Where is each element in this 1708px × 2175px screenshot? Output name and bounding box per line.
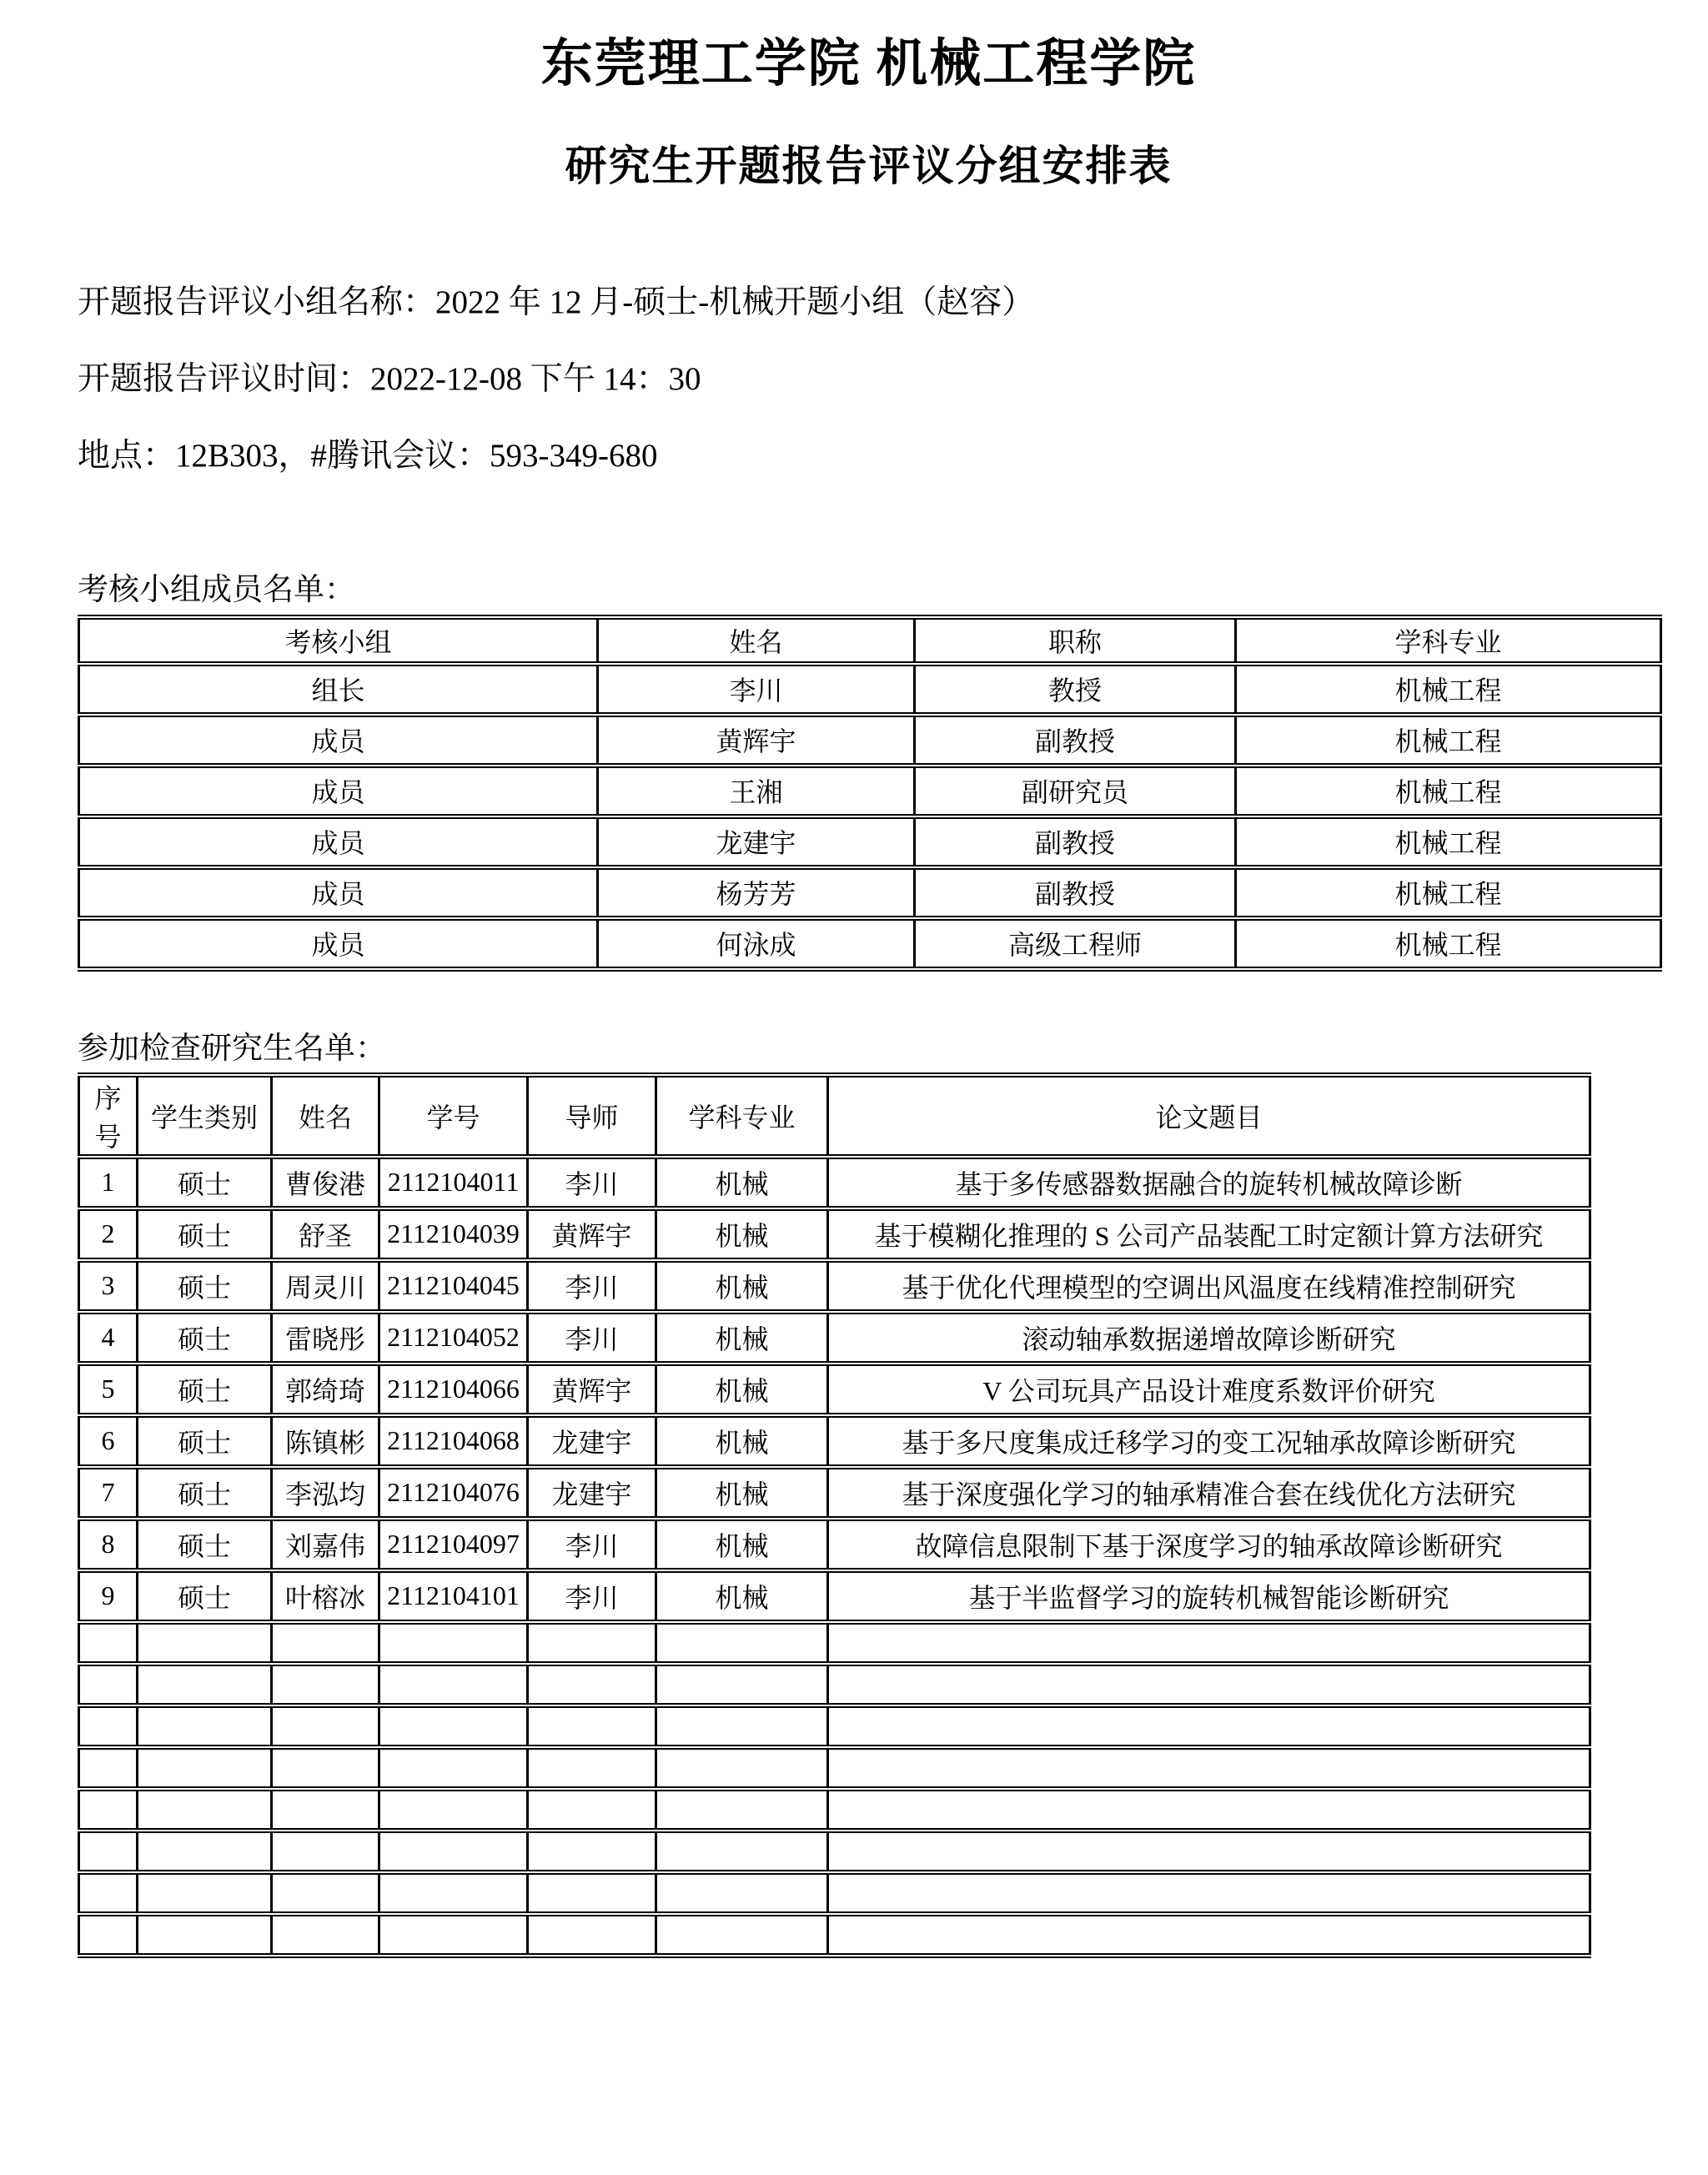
cell: 机械 [656, 1570, 828, 1622]
cell: 黄辉宇 [598, 715, 915, 766]
empty-table-row [79, 1622, 1590, 1664]
column-header: 学科专业 [1236, 617, 1661, 664]
empty-cell [528, 1789, 656, 1831]
empty-cell [528, 1664, 656, 1705]
table-row [79, 1519, 1590, 1570]
empty-cell [828, 1789, 1590, 1831]
empty-cell [379, 1914, 528, 1956]
cell: 郭绮琦 [272, 1364, 379, 1415]
table-row [79, 816, 1661, 867]
empty-cell [379, 1664, 528, 1705]
cell: 副教授 [915, 816, 1236, 867]
cell: 李川 [528, 1570, 656, 1622]
empty-cell [272, 1914, 379, 1956]
empty-cell [79, 1914, 138, 1956]
table-row [79, 715, 1661, 766]
students-section-label: 参加检查研究生名单： [78, 1031, 386, 1066]
cell: 硕士 [138, 1312, 272, 1364]
cell: 基于多传感器数据融合的旋转机械故障诊断 [828, 1157, 1590, 1208]
empty-table-row [79, 1872, 1590, 1914]
empty-cell [272, 1872, 379, 1914]
empty-cell [138, 1664, 272, 1705]
empty-cell [138, 1831, 272, 1872]
cell: 硕士 [138, 1208, 272, 1260]
cell: 副教授 [915, 867, 1236, 918]
empty-cell [379, 1747, 528, 1789]
cell: 2112104066 [379, 1364, 528, 1415]
column-header: 导师 [528, 1075, 656, 1157]
empty-table-row [79, 1705, 1590, 1747]
cell: 2112104039 [379, 1208, 528, 1260]
cell: 2112104068 [379, 1415, 528, 1467]
empty-cell [828, 1831, 1590, 1872]
cell: 硕士 [138, 1467, 272, 1519]
cell: 机械 [656, 1519, 828, 1570]
empty-cell [138, 1789, 272, 1831]
empty-cell [656, 1831, 828, 1872]
table-row [79, 1415, 1590, 1467]
cell: 龙建宇 [598, 816, 915, 867]
cell: 2112104101 [379, 1570, 528, 1622]
cell: 8 [79, 1519, 138, 1570]
column-header: 序号 [79, 1075, 138, 1157]
empty-cell [379, 1872, 528, 1914]
empty-table-row [79, 1789, 1590, 1831]
column-header: 考核小组 [79, 617, 598, 664]
table-row [79, 1467, 1590, 1519]
group-name-line: 开题报告评议小组名称：2022 年 12 月-硕士-机械开题小组（赵容） [78, 284, 1035, 320]
cell: 基于多尺度集成迁移学习的变工况轴承故障诊断研究 [828, 1415, 1590, 1467]
empty-table-row [79, 1664, 1590, 1705]
students-header-row [79, 1075, 1590, 1157]
empty-cell [656, 1664, 828, 1705]
cell: 基于优化代理模型的空调出风温度在线精准控制研究 [828, 1260, 1590, 1312]
table-row [79, 1570, 1590, 1622]
cell: 硕士 [138, 1157, 272, 1208]
cell: 2112104076 [379, 1467, 528, 1519]
meeting-info-block [78, 264, 1708, 495]
cell: 李泓均 [272, 1467, 379, 1519]
empty-cell [656, 1622, 828, 1664]
cell: 机械工程 [1236, 918, 1661, 969]
cell: 机械 [656, 1208, 828, 1260]
empty-cell [79, 1872, 138, 1914]
cell: 雷晓彤 [272, 1312, 379, 1364]
cell: 2112104097 [379, 1519, 528, 1570]
cell: 黄辉宇 [528, 1364, 656, 1415]
empty-cell [528, 1872, 656, 1914]
cell: 机械工程 [1236, 715, 1661, 766]
empty-cell [656, 1789, 828, 1831]
empty-cell [79, 1664, 138, 1705]
location-line: 地点：12B303，#腾讯会议：593-349-680 [78, 437, 658, 474]
committee-section-label: 考核小组成员名单： [78, 572, 355, 607]
committee-table-head [79, 617, 1661, 664]
cell: 机械 [656, 1157, 828, 1208]
empty-cell [272, 1664, 379, 1705]
cell: 故障信息限制下基于深度学习的轴承故障诊断研究 [828, 1519, 1590, 1570]
cell: 硕士 [138, 1519, 272, 1570]
cell: 9 [79, 1570, 138, 1622]
empty-cell [272, 1789, 379, 1831]
empty-cell [379, 1705, 528, 1747]
empty-cell [79, 1747, 138, 1789]
empty-cell [528, 1831, 656, 1872]
cell: 6 [79, 1415, 138, 1467]
empty-cell [828, 1622, 1590, 1664]
cell: 2112104052 [379, 1312, 528, 1364]
empty-cell [79, 1705, 138, 1747]
cell: 成员 [79, 715, 598, 766]
empty-cell [138, 1914, 272, 1956]
cell: 机械 [656, 1260, 828, 1312]
cell: 2112104045 [379, 1260, 528, 1312]
cell: 副研究员 [915, 766, 1236, 816]
cell: 李川 [598, 664, 915, 715]
cell: 成员 [79, 766, 598, 816]
review-time-line: 开题报告评议时间：2022-12-08 下午 14：30 [78, 360, 701, 397]
cell: 5 [79, 1364, 138, 1415]
cell: 周灵川 [272, 1260, 379, 1312]
empty-cell [138, 1747, 272, 1789]
empty-cell [528, 1747, 656, 1789]
page-title: 东莞理工学院 机械工程学院 [540, 36, 1197, 93]
column-header: 姓名 [272, 1075, 379, 1157]
empty-cell [272, 1705, 379, 1747]
cell: 叶榕冰 [272, 1570, 379, 1622]
cell: 硕士 [138, 1415, 272, 1467]
column-header: 学号 [379, 1075, 528, 1157]
cell: 滚动轴承数据递增故障诊断研究 [828, 1312, 1590, 1364]
empty-cell [828, 1914, 1590, 1956]
empty-cell [138, 1872, 272, 1914]
committee-table [78, 615, 1662, 972]
cell: 副教授 [915, 715, 1236, 766]
cell: 2 [79, 1208, 138, 1260]
empty-cell [528, 1622, 656, 1664]
cell: 硕士 [138, 1260, 272, 1312]
column-header: 学科专业 [656, 1075, 828, 1157]
cell: 李川 [528, 1312, 656, 1364]
cell: 高级工程师 [915, 918, 1236, 969]
cell: 成员 [79, 918, 598, 969]
cell: 龙建宇 [528, 1415, 656, 1467]
cell: 成员 [79, 867, 598, 918]
cell: 陈镇彬 [272, 1415, 379, 1467]
cell: V 公司玩具产品设计难度系数评价研究 [828, 1364, 1590, 1415]
cell: 7 [79, 1467, 138, 1519]
empty-cell [828, 1747, 1590, 1789]
table-row [79, 1208, 1590, 1260]
table-row [79, 766, 1661, 816]
empty-cell [828, 1705, 1590, 1747]
cell: 机械工程 [1236, 816, 1661, 867]
empty-cell [379, 1831, 528, 1872]
empty-cell [79, 1831, 138, 1872]
cell: 黄辉宇 [528, 1208, 656, 1260]
empty-cell [656, 1747, 828, 1789]
empty-cell [272, 1622, 379, 1664]
students-table [78, 1072, 1591, 1958]
empty-cell [138, 1622, 272, 1664]
column-header: 姓名 [598, 617, 915, 664]
empty-cell [79, 1789, 138, 1831]
table-row [79, 918, 1661, 969]
cell: 曹俊港 [272, 1157, 379, 1208]
cell: 何泳成 [598, 918, 915, 969]
cell: 机械 [656, 1415, 828, 1467]
empty-table-row [79, 1747, 1590, 1789]
cell: 机械 [656, 1364, 828, 1415]
table-row [79, 867, 1661, 918]
table-row [79, 1157, 1590, 1208]
empty-cell [656, 1914, 828, 1956]
column-header: 职称 [915, 617, 1236, 664]
cell: 机械 [656, 1467, 828, 1519]
cell: 舒圣 [272, 1208, 379, 1260]
table-row [79, 1364, 1590, 1415]
cell: 李川 [528, 1519, 656, 1570]
empty-cell [272, 1747, 379, 1789]
cell: 机械工程 [1236, 766, 1661, 816]
empty-cell [379, 1789, 528, 1831]
page-subtitle: 研究生开题报告评议分组安排表 [565, 143, 1173, 190]
cell: 教授 [915, 664, 1236, 715]
empty-cell [138, 1705, 272, 1747]
cell: 硕士 [138, 1570, 272, 1622]
column-header: 论文题目 [828, 1075, 1590, 1157]
empty-table-row [79, 1831, 1590, 1872]
empty-cell [828, 1664, 1590, 1705]
cell: 机械工程 [1236, 867, 1661, 918]
column-header: 学生类别 [138, 1075, 272, 1157]
cell: 硕士 [138, 1364, 272, 1415]
cell: 机械 [656, 1312, 828, 1364]
students-table-head [79, 1075, 1590, 1157]
empty-cell [272, 1831, 379, 1872]
empty-cell [528, 1705, 656, 1747]
empty-cell [528, 1914, 656, 1956]
table-row [79, 1312, 1590, 1364]
empty-cell [79, 1622, 138, 1664]
cell: 组长 [79, 664, 598, 715]
cell: 2112104011 [379, 1157, 528, 1208]
empty-cell [828, 1872, 1590, 1914]
empty-cell [656, 1705, 828, 1747]
cell: 刘嘉伟 [272, 1519, 379, 1570]
cell: 基于深度强化学习的轴承精准合套在线优化方法研究 [828, 1467, 1590, 1519]
cell: 基于模糊化推理的 S 公司产品装配工时定额计算方法研究 [828, 1208, 1590, 1260]
cell: 王湘 [598, 766, 915, 816]
empty-cell [656, 1872, 828, 1914]
table-row [79, 1260, 1590, 1312]
cell: 龙建宇 [528, 1467, 656, 1519]
cell: 3 [79, 1260, 138, 1312]
cell: 李川 [528, 1260, 656, 1312]
cell: 杨芳芳 [598, 867, 915, 918]
empty-cell [379, 1622, 528, 1664]
cell: 1 [79, 1157, 138, 1208]
committee-table-body [79, 664, 1661, 969]
cell: 成员 [79, 816, 598, 867]
students-table-body [79, 1157, 1590, 1956]
committee-header-row [79, 617, 1661, 664]
cell: 李川 [528, 1157, 656, 1208]
cell: 机械工程 [1236, 664, 1661, 715]
empty-table-row [79, 1914, 1590, 1956]
cell: 4 [79, 1312, 138, 1364]
table-row [79, 664, 1661, 715]
cell: 基于半监督学习的旋转机械智能诊断研究 [828, 1570, 1590, 1622]
